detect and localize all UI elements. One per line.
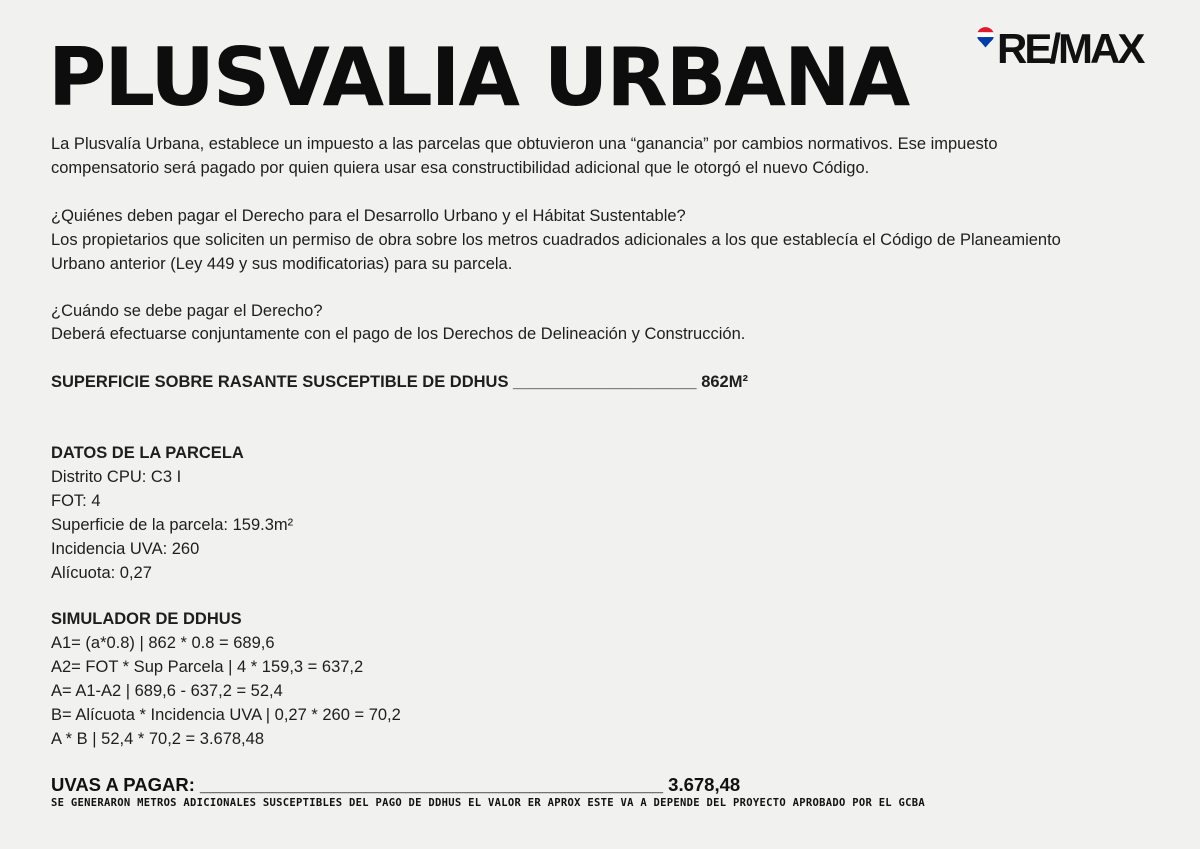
answer-who-pays-line-1: Los propietarios que soliciten un permiso de obra sobre los metros cuadrados adicionales a los que establecía el Código de Planeamiento bbox=[51, 231, 1061, 249]
simulador-formula: B= Alícuota * Incidencia UVA | 0,27 * 260 = 70,2 bbox=[51, 706, 401, 724]
parcela-item: Incidencia UVA: 260 bbox=[51, 540, 200, 558]
remax-logo bbox=[972, 22, 1152, 74]
simulador-formula: A * B | 52,4 * 70,2 = 3.678,48 bbox=[51, 730, 264, 748]
question-when-pay: ¿Cuándo se debe pagar el Derecho? bbox=[51, 302, 323, 320]
logo-wordmark: RE/MAX bbox=[997, 25, 1143, 72]
uvas-total-value: 3.678,48 bbox=[668, 774, 741, 795]
intro-line-1: La Plusvalía Urbana, establece un impuesto a las parcelas que obtuvieron una “ganancia” por cambios normativos. Ese impuesto bbox=[51, 135, 998, 153]
simulador-formula: A= A1-A2 | 689,6 - 637,2 = 52,4 bbox=[51, 682, 283, 700]
simulador-heading: SIMULADOR DE DDHUS bbox=[51, 610, 242, 628]
superficie-line bbox=[51, 370, 748, 394]
question-who-pays: ¿Quiénes deben pagar el Derecho para el Desarrollo Urbano y el Hábitat Sustentable? bbox=[51, 207, 686, 225]
page-title: PLUSVALIA URBANA bbox=[48, 31, 909, 124]
parcela-item: FOT: 4 bbox=[51, 492, 101, 510]
simulador-formula: A1= (a*0.8) | 862 * 0.8 = 689,6 bbox=[51, 634, 275, 652]
superficie-label: SUPERFICIE SOBRE RASANTE SUSCEPTIBLE DE DDHUS ____________________ bbox=[51, 373, 697, 391]
answer-who-pays-line-2: Urbano anterior (Ley 449 y sus modificatorias) para su parcela. bbox=[51, 255, 513, 273]
simulador-formula: A2= FOT * Sup Parcela | 4 * 159,3 = 637,2 bbox=[51, 658, 364, 676]
superficie-value: 862M² bbox=[701, 373, 748, 391]
parcela-item: Distrito CPU: C3 I bbox=[51, 468, 182, 486]
parcela-item: Superficie de la parcela: 159.3m² bbox=[51, 516, 294, 534]
intro-line-2: compensatorio será pagado por quien quiera usar esa constructibilidad adicional que le otorgó el nuevo Código. bbox=[51, 159, 870, 177]
hot-air-balloon-icon bbox=[976, 26, 995, 50]
parcela-item: Alícuota: 0,27 bbox=[51, 564, 152, 582]
answer-when-pay: Deberá efectuarse conjuntamente con el pago de los Derechos de Delineación y Construcción. bbox=[51, 325, 746, 343]
footnote: SE GENERARON METROS ADICIONALES SUSCEPTIBLES DEL PAGO DE DDHUS EL VALOR ER APROX ESTE VA A DEPENDE DEL PROYECTO APROBADO POR EL GCBA bbox=[51, 797, 926, 809]
parcela-heading: DATOS DE LA PARCELA bbox=[51, 444, 244, 462]
uvas-total-label: UVAS A PAGAR: _____________________________________________ bbox=[51, 774, 664, 795]
uvas-total-line bbox=[51, 774, 740, 796]
